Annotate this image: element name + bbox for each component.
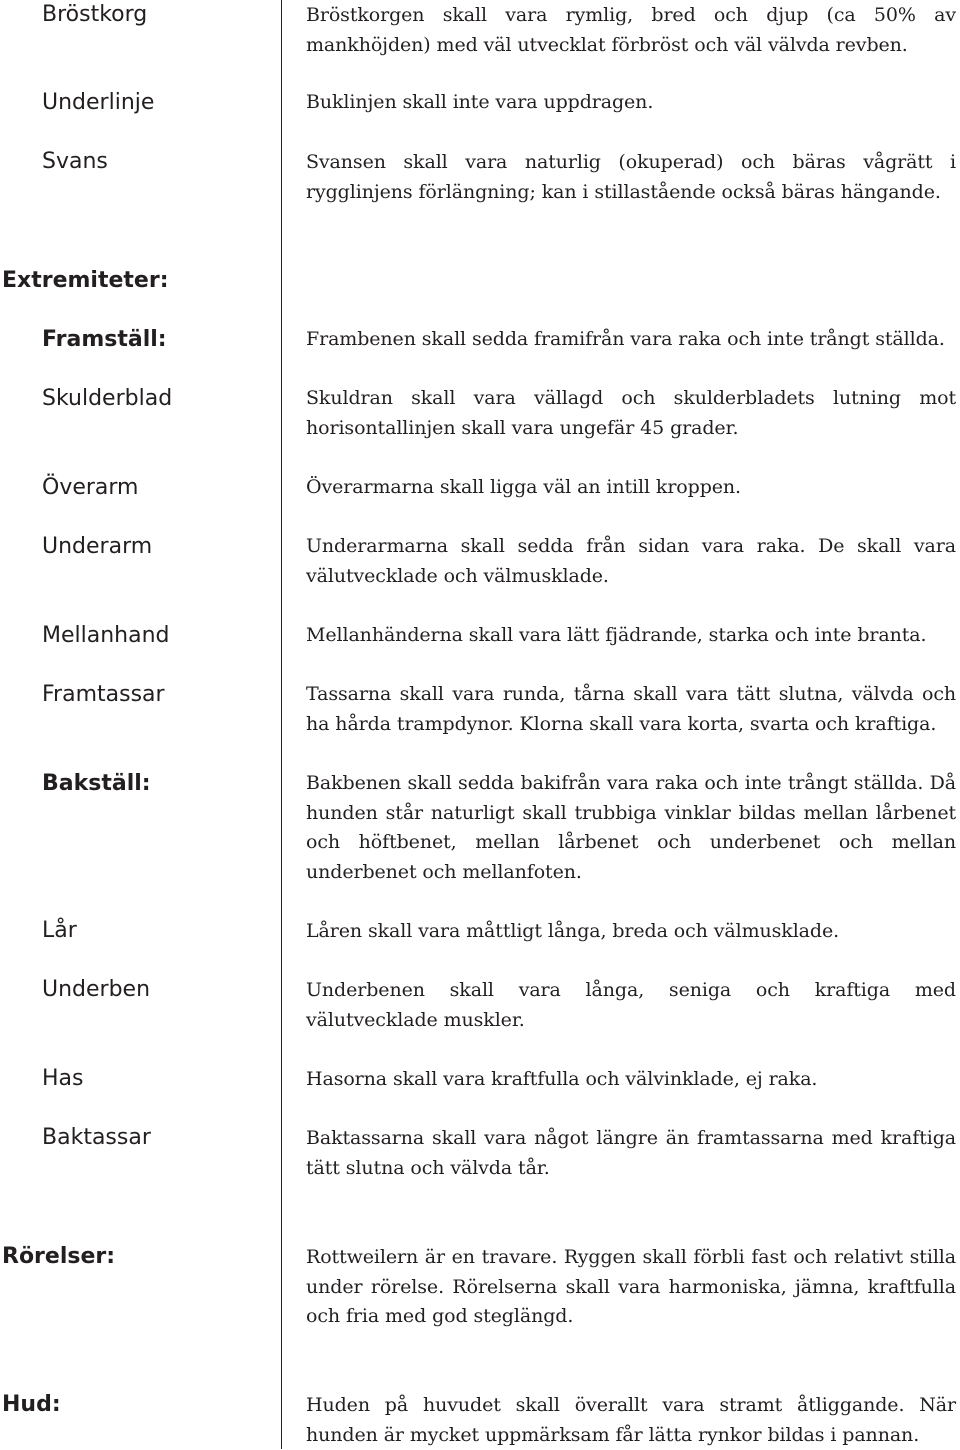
term-has: Has bbox=[42, 1066, 84, 1091]
term-underlinje: Underlinje bbox=[42, 90, 155, 115]
desc-svans: Svansen skall vara naturlig (okuperad) och bäras vågrätt i rygglinjens förlängning; kan i stillastående också bäras hängande. bbox=[306, 151, 956, 203]
term-lar: Lår bbox=[42, 918, 77, 943]
heading-hud: Hud: bbox=[2, 1392, 61, 1417]
desc-rorelser: Rottweilern är en travare. Ryggen skall förbli fast och relativt stilla under rörelse. Rörelserna skall vara harmoniska, jämna, kraftfulla och fria med god steglängd. bbox=[306, 1246, 956, 1327]
term-underben: Underben bbox=[42, 977, 151, 1002]
desc-underarm: Underarmarna skall sedda från sidan vara raka. De skall vara välutvecklade och välmusklade. bbox=[306, 535, 956, 587]
desc-lar: Låren skall vara måttligt långa, breda och välmusklade. bbox=[306, 920, 840, 942]
heading-rorelser: Rörelser: bbox=[2, 1244, 116, 1269]
heading-extremiteter: Extremiteter: bbox=[2, 268, 169, 293]
subheading-framstall: Framställ: bbox=[42, 327, 167, 352]
desc-skulderblad: Skuldran skall vara vällagd och skulderbladets lutning mot horisontallinjen skall vara ungefär 45 grader. bbox=[306, 387, 956, 439]
term-mellanhand: Mellanhand bbox=[42, 623, 170, 648]
desc-brostkorg: Bröstkorgen skall vara rymlig, bred och djup (ca 50% av mankhöjden) med väl utvecklat förbröst och väl välvda revben. bbox=[306, 4, 956, 56]
term-underarm: Underarm bbox=[42, 534, 153, 559]
desc-framtassar: Tassarna skall vara runda, tårna skall vara tätt slutna, välvda och ha hårda trampdynor. Klorna skall vara korta, svarta och kraftiga. bbox=[306, 683, 956, 735]
column-divider bbox=[281, 0, 282, 1449]
desc-baktassar: Baktassarna skall vara något längre än framtassarna med kraftiga tätt slutna och välvda tår. bbox=[306, 1127, 956, 1179]
term-framtassar: Framtassar bbox=[42, 682, 165, 707]
desc-mellanhand: Mellanhänderna skall vara lätt fjädrande, starka och inte branta. bbox=[306, 624, 927, 646]
term-baktassar: Baktassar bbox=[42, 1125, 151, 1150]
desc-bakstall: Bakbenen skall sedda bakifrån vara raka och inte trångt ställda. Då hunden står naturligt skall trubbiga vinklar bildas mellan lårbenet och höftbenet, mellan lårbenet och underbenet och mellan underbenet och mellanfoten. bbox=[306, 772, 956, 883]
term-svans: Svans bbox=[42, 149, 108, 174]
desc-has: Hasorna skall vara kraftfulla och välvinklade, ej raka. bbox=[306, 1068, 818, 1090]
term-brostkorg: Bröstkorg bbox=[42, 2, 148, 27]
desc-underben: Underbenen skall vara långa, seniga och kraftiga med välutvecklade muskler. bbox=[306, 979, 956, 1031]
term-skulderblad: Skulderblad bbox=[42, 386, 173, 411]
subheading-bakstall: Bakställ: bbox=[42, 771, 151, 796]
desc-framstall: Frambenen skall sedda framifrån vara raka och inte trångt ställda. bbox=[306, 328, 945, 350]
desc-overarm: Överarmarna skall ligga väl an intill kroppen. bbox=[306, 476, 741, 498]
desc-underlinje: Buklinjen skall inte vara uppdragen. bbox=[306, 91, 654, 113]
term-overarm: Överarm bbox=[42, 475, 139, 500]
desc-hud: Huden på huvudet skall överallt vara stramt åtliggande. När hunden är mycket uppmärksam får lätta rynkor bildas i pannan. bbox=[306, 1394, 956, 1446]
